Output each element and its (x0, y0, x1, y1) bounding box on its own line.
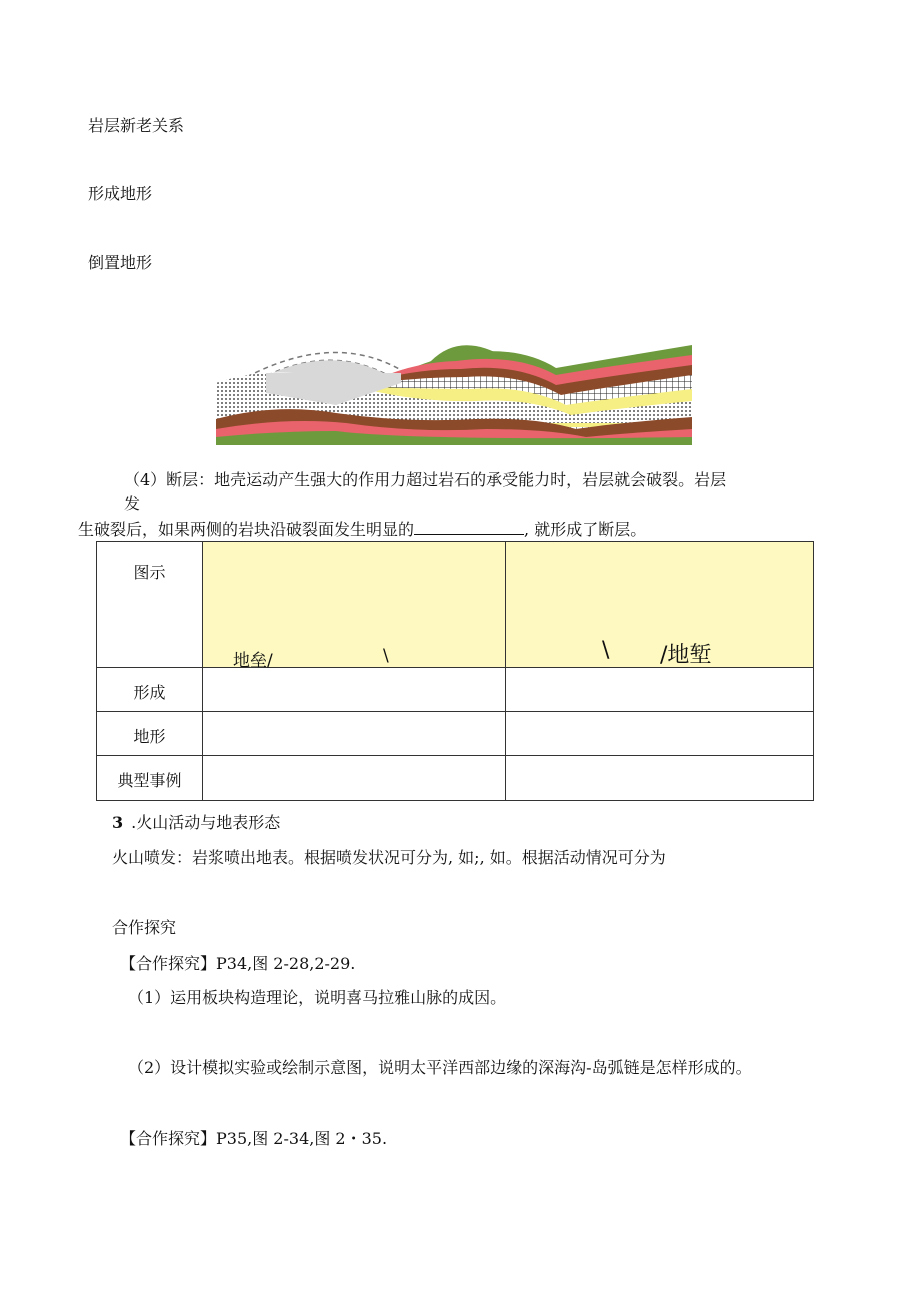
graben-formation-cell (506, 668, 814, 712)
cooperate-item1: 【合作探究】P34,图 2-28,2-29. (120, 954, 356, 973)
volcano-heading-num: 3 (112, 813, 124, 832)
fault-intro-line1: （4）断层：地壳运动产生强大的作用力超过岩石的承受能力时，岩层就会破裂。岩层 (124, 470, 727, 489)
horst-landform-cell (203, 712, 506, 756)
cooperate-question1: （1）运用板块构造理论，说明喜马拉雅山脉的成因。 (128, 988, 507, 1007)
cooperate-question2: （2）设计模拟实验或绘制示意图，说明太平洋西部边缘的深海沟-岛弧链是怎样形成的。 (128, 1058, 752, 1077)
volcano-heading (112, 813, 280, 833)
fault-intro-line2 (78, 520, 646, 540)
fault-intro-line1b: 发 (124, 494, 141, 513)
cooperate-title: 合作探究 (112, 918, 177, 937)
note-age-relation: 岩层新老关系 (88, 116, 185, 135)
row-label-landform: 地形 (97, 712, 203, 756)
horst-mark: \ (383, 646, 389, 666)
graben-caption: /地堑 (660, 643, 712, 668)
graben-example-cell (506, 756, 814, 801)
fault-intro-line2-post: , 就形成了断层。 (524, 520, 647, 539)
row-label-formation: 形成 (97, 668, 203, 712)
graben-landform-cell (506, 712, 814, 756)
fault-answer-blank (414, 520, 524, 535)
fault-intro-line2-pre: 生破裂后，如果两侧的岩块沿破裂面发生明显的 (78, 520, 415, 539)
horst-example-cell (203, 756, 506, 801)
horst-diagram-cell (203, 542, 506, 671)
horst-formation-cell (203, 668, 506, 712)
note-landform-formed: 形成地形 (88, 184, 153, 203)
cooperate-item2: 【合作探究】P35,图 2-34,图 2・35. (120, 1129, 388, 1148)
fold-strata-diagram (216, 333, 692, 445)
graben-mark: \ (602, 638, 610, 663)
note-inverted-landform: 倒置地形 (88, 253, 153, 272)
row-label-diagram: 图示 (97, 542, 203, 668)
fault-table (96, 541, 814, 801)
graben-diagram-cell (506, 542, 814, 668)
volcano-eruption-line: 火山喷发：岩浆喷出地表。根据喷发状况可分为, 如;, 如。根据活动情况可分为 (112, 848, 666, 867)
volcano-heading-text: .火山活动与地表形态 (131, 813, 281, 832)
row-label-example: 典型事例 (97, 756, 203, 801)
horst-caption: 地垒/ (233, 651, 273, 671)
